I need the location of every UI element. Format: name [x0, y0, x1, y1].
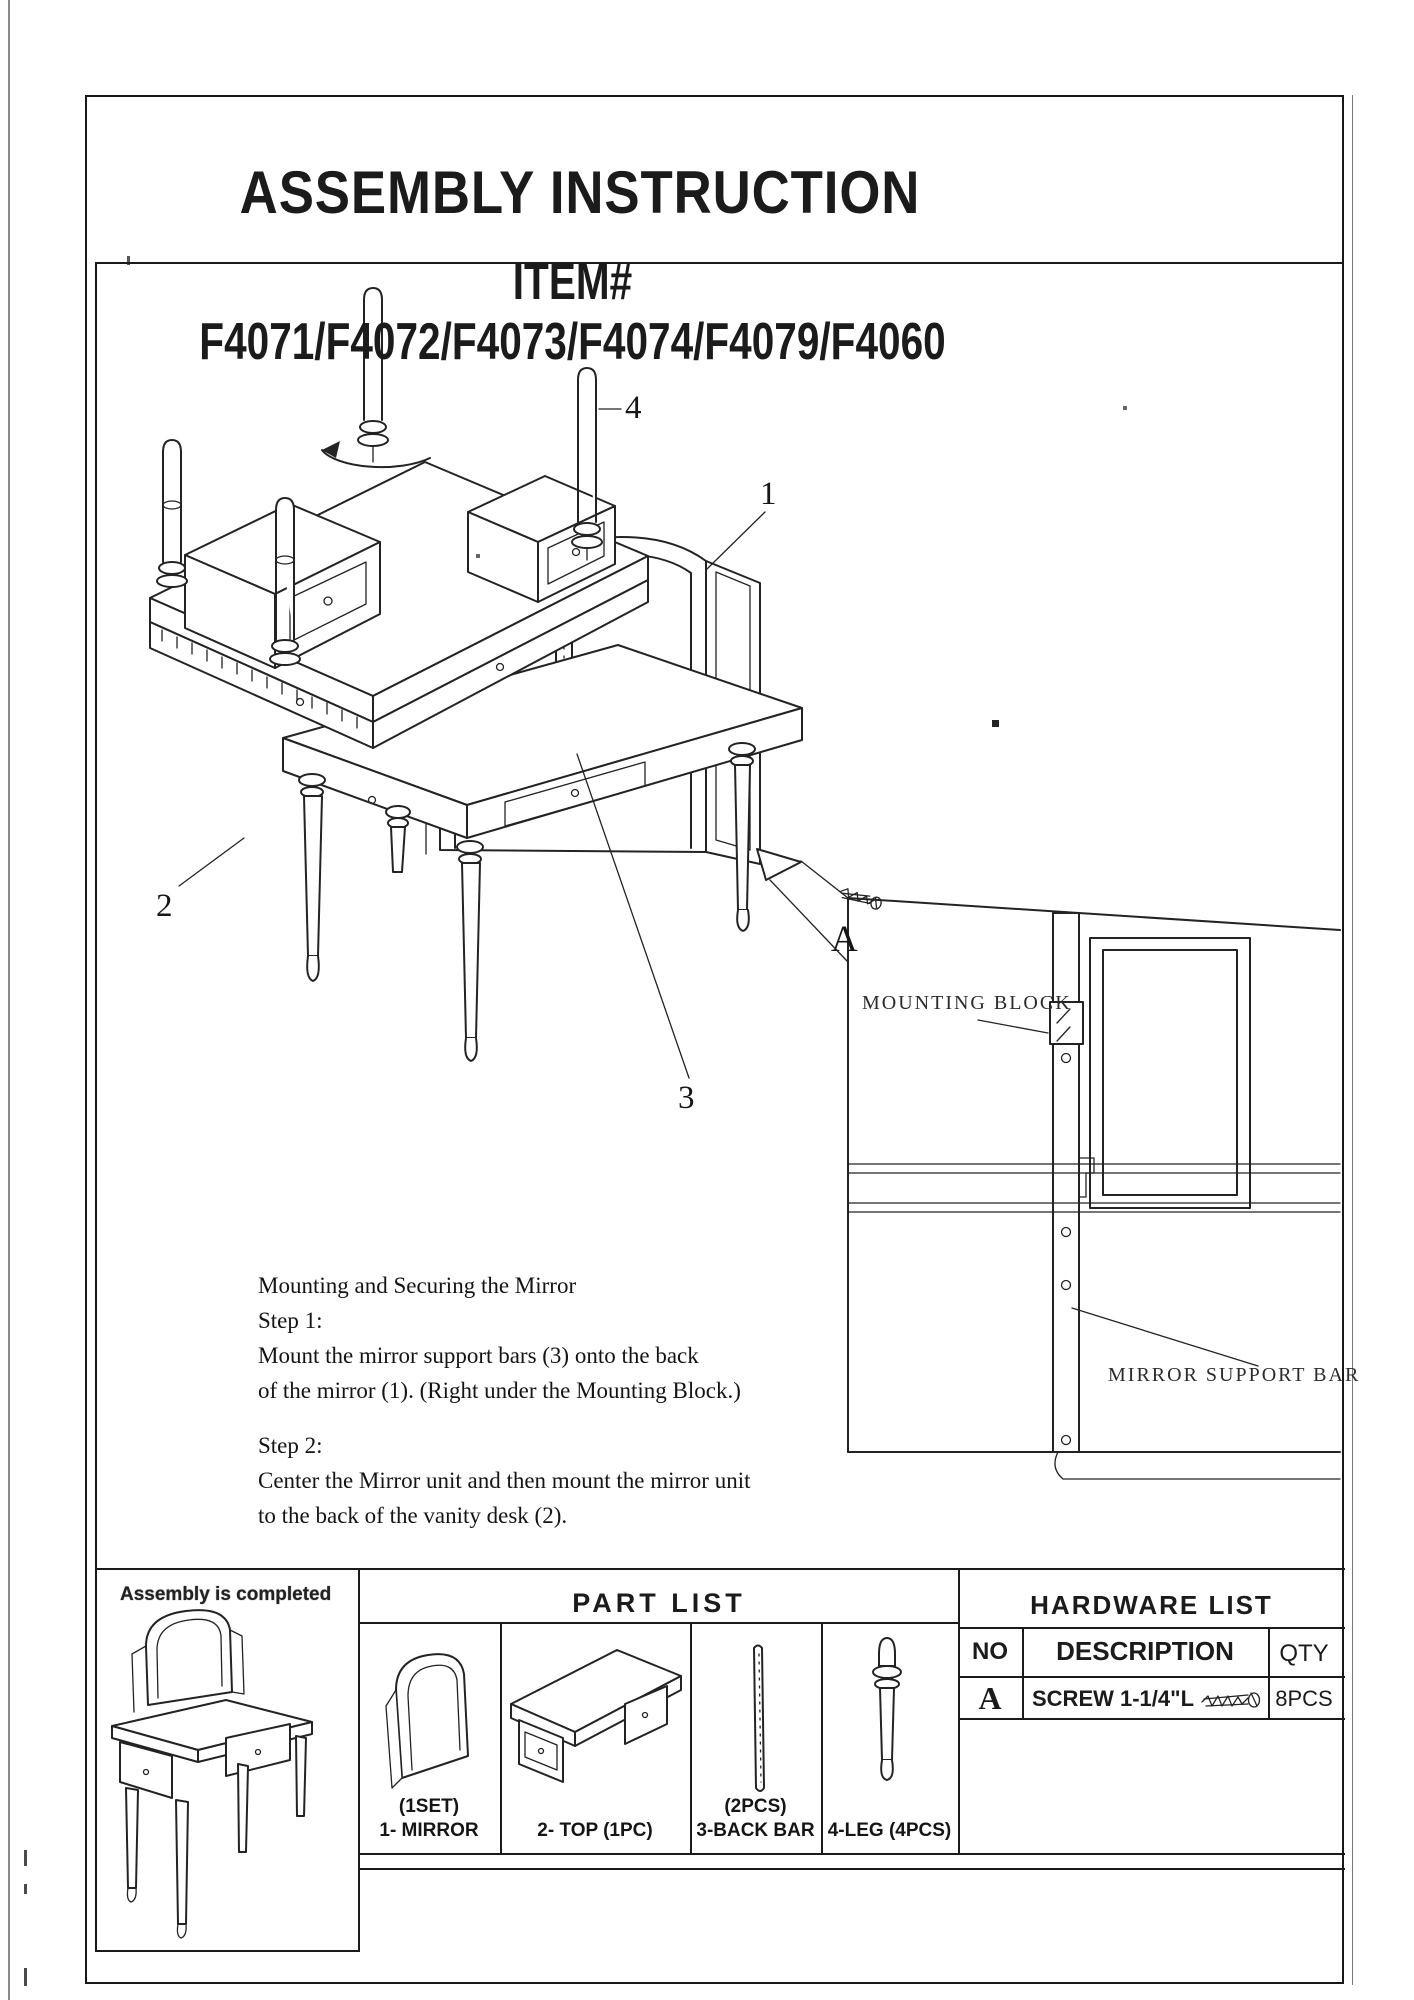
mounting-block-label: MOUNTING BLOCK	[862, 992, 1072, 1014]
callout-mirror: 1	[760, 476, 777, 512]
hardware-list-title: HARDWARE LIST	[1030, 1590, 1273, 1620]
part1-qty-note: (1SET)	[398, 1796, 460, 1817]
scan-tick	[24, 1884, 27, 1894]
part3-qty-note: (2PCS)	[724, 1796, 787, 1817]
scan-tick	[24, 1968, 27, 1986]
step2-line2: to the back of the vanity desk (2).	[258, 1503, 568, 1528]
item-number-line: ITEM# F4071/F4072/F4073/F4074/F4079/F4060	[199, 253, 946, 371]
scan-tick	[24, 1850, 27, 1866]
hardware-col-no: NO	[972, 1638, 1008, 1665]
callout-leg: 4	[625, 390, 642, 426]
part2-label: 2- TOP (1PC)	[537, 1820, 653, 1841]
part1-label: 1- MIRROR	[379, 1820, 479, 1841]
part4-label: 4-LEG (4PCS)	[827, 1820, 952, 1841]
part-list-title: PART LIST	[572, 1588, 746, 1618]
hardware-row-no: A	[978, 1680, 1002, 1716]
step1-line2: of the mirror (1). (Right under the Mounting Block.)	[258, 1378, 741, 1403]
hardware-col-description: DESCRIPTION	[1056, 1636, 1234, 1666]
diagram-left-border	[95, 262, 97, 1950]
step1-line1: Mount the mirror support bars (3) onto the back	[258, 1343, 699, 1368]
callout-vanity-desk: 2	[156, 888, 173, 924]
step1-label: Step 1:	[258, 1308, 323, 1333]
mirror-support-bar-label: MIRROR SUPPORT BAR	[1108, 1364, 1361, 1386]
callout-support-bar: 3	[678, 1080, 695, 1116]
page-title: ASSEMBLY INSTRUCTION	[239, 159, 921, 226]
callout-screw: A	[831, 919, 858, 960]
step2-label: Step 2:	[258, 1433, 323, 1458]
assembly-completed-label: Assembly is completed	[120, 1584, 332, 1605]
hardware-row-description: SCREW 1-1/4"L	[1032, 1686, 1195, 1711]
hardware-row-qty: 8PCS	[1275, 1686, 1333, 1711]
instructions-heading: Mounting and Securing the Mirror	[258, 1273, 577, 1298]
hardware-col-qty: QTY	[1279, 1640, 1329, 1667]
scan-edge-line	[8, 0, 10, 2000]
scan-double-edge	[1352, 95, 1353, 1985]
step2-line1: Center the Mirror unit and then mount the mirror unit	[258, 1468, 751, 1493]
part3-label: 3-BACK BAR	[696, 1820, 815, 1841]
